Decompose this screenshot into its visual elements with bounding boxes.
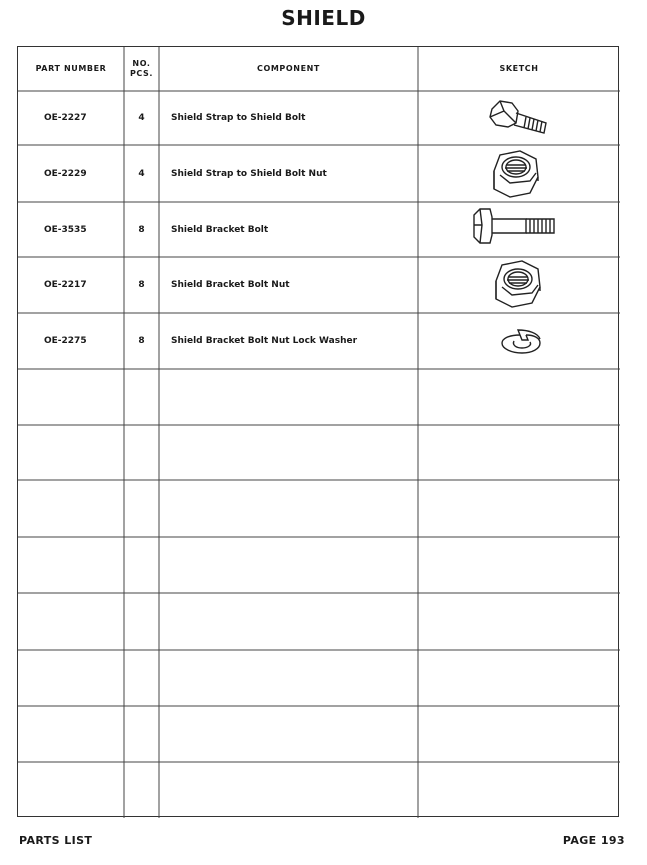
pcs-cell: 8 <box>138 224 145 235</box>
header-sketch: SKETCH <box>499 64 539 73</box>
component-cell: Shield Strap to Shield Bolt Nut <box>171 168 327 179</box>
part-number-cell: OE-2217 <box>44 280 87 290</box>
part-number-cell: OE-2229 <box>44 168 87 179</box>
long-bolt-icon <box>470 207 560 245</box>
page-title: SHIELD <box>281 6 366 30</box>
part-number-cell: OE-2227 <box>44 113 87 123</box>
lock-washer-icon <box>498 327 544 357</box>
footer-parts-list: PARTS LIST <box>19 834 93 847</box>
component-cell: Shield Bracket Bolt Nut <box>171 280 290 290</box>
pcs-cell: 4 <box>138 113 145 123</box>
pcs-cell: 8 <box>138 280 145 290</box>
component-cell: Shield Bracket Bolt <box>171 224 269 235</box>
header-no-pcs <box>124 47 159 91</box>
pcs-cell: 8 <box>138 336 145 346</box>
bolt-icon <box>486 95 558 139</box>
hex-nut-icon <box>492 259 544 309</box>
component-cell: Shield Bracket Bolt Nut Lock Washer <box>171 336 358 346</box>
hex-nut-icon <box>490 149 542 199</box>
header-part-number: PART NUMBER <box>35 64 107 73</box>
footer-page-number: PAGE 193 <box>562 834 625 847</box>
part-number-cell: OE-3535 <box>44 224 87 235</box>
part-number-cell: OE-2275 <box>44 336 87 346</box>
header-no-pcs-line2: PCS. <box>129 69 154 78</box>
header-component: COMPONENT <box>256 64 320 73</box>
component-cell: Shield Strap to Shield Bolt <box>171 113 306 123</box>
header-no-pcs-line1: NO. <box>132 59 151 68</box>
parts-table <box>17 46 619 817</box>
pcs-cell: 4 <box>138 168 145 179</box>
